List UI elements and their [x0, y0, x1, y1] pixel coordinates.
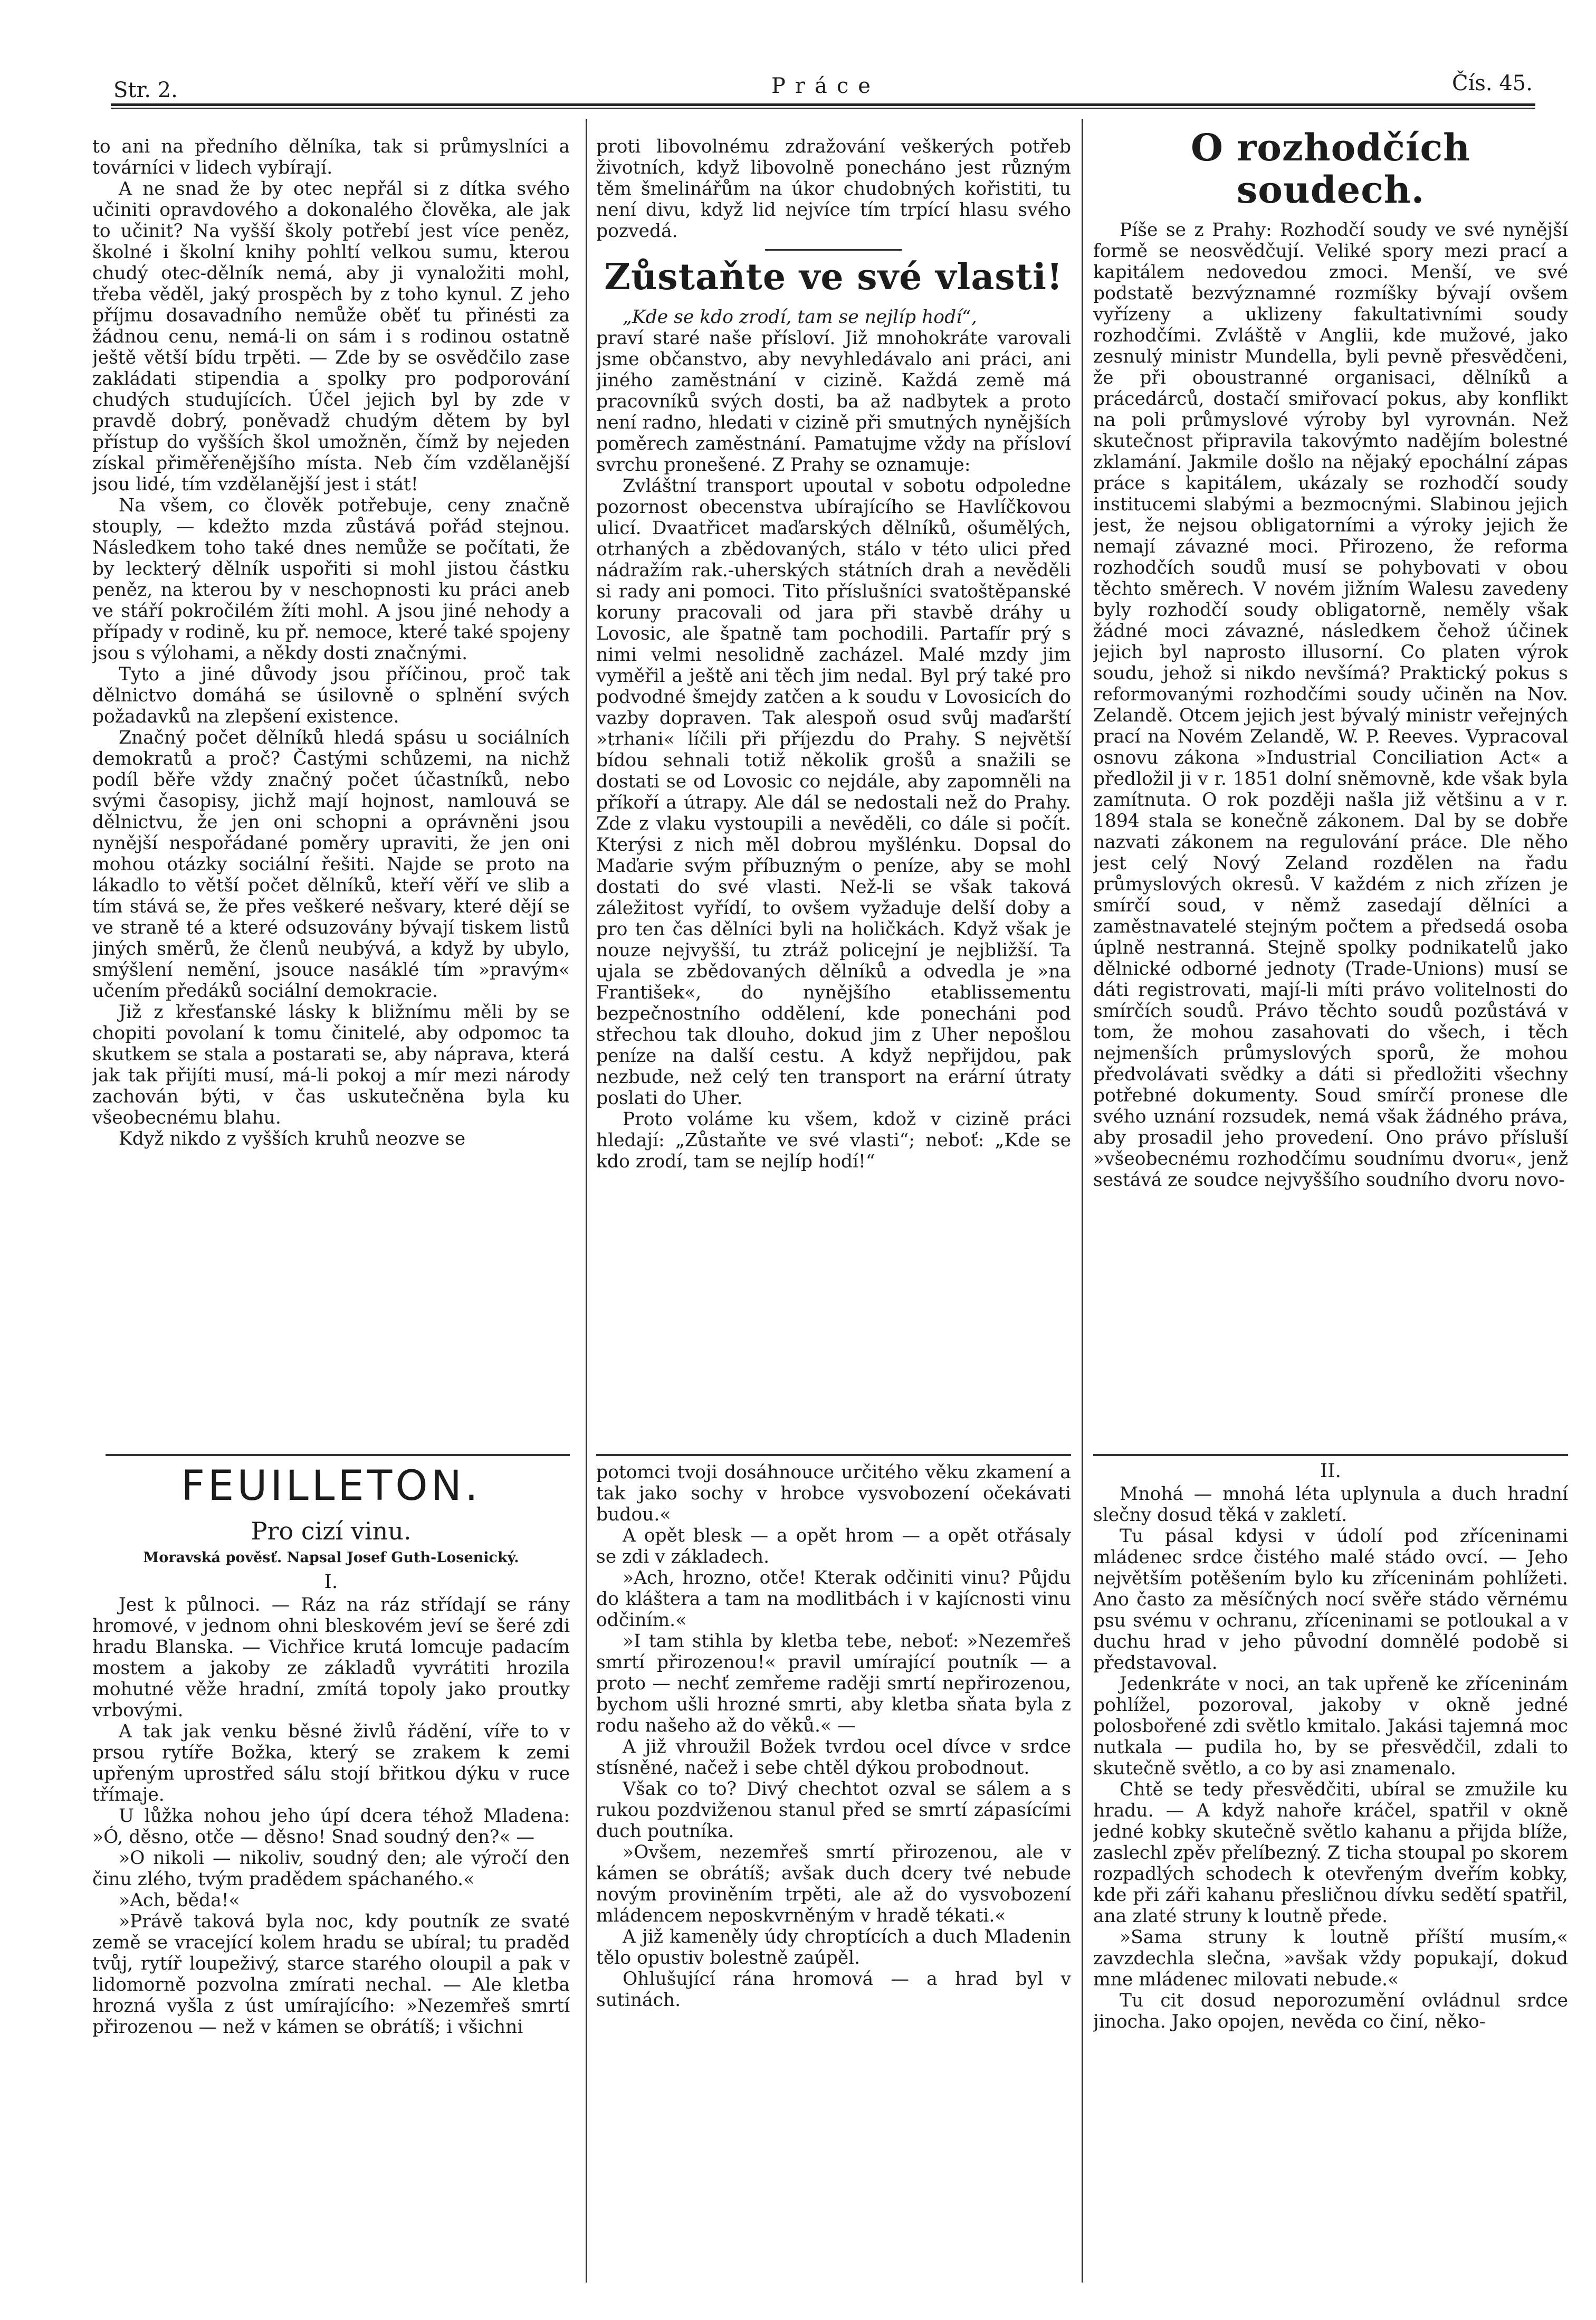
article-separator	[765, 249, 902, 251]
feuilleton-rule-3	[1093, 1454, 1568, 1456]
story-paragraph: A tak jak venku běsné živlů řádění, víře to v prsou rytíře Božka, který se zrakem k zemi upřeným uprostřed sálu stojí břitkou dýku v ruce třímaje.	[92, 1721, 570, 1805]
story-paragraph: A již kameněly údy chroptících a duch Mladenin tělo opustiv bolestně zaúpěl.	[596, 1926, 1071, 1969]
story-paragraph: »Právě taková byla noc, kdy poutník ze svaté země se vracející kolem hradu se ubíral; tu praděd tvůj, rytíř loupeživý, starce starého oloupil a pak v lidomorně pozvolna zmírati nechal. — Ale kletba hrozná vyšla z úst umírajícího: »Nezemřeš smrtí přirozenou — než v kámen se obrátíš; i všichni	[92, 1911, 570, 2038]
article-headline: O rozhodčích soudech.	[1191, 127, 1470, 212]
story-paragraph: A již vhroužil Božek tvrdou ocel dívce v srdce stísněné, načež i sebe chtěl dýkou probodnout.	[596, 1736, 1071, 1779]
story-paragraph: Tu pásal kdysi v údolí pod zříceninami mládenec srdce čistého malé stádo ovcí. — Jeho největším potěšením bylo ku zříceninám pohlížeti. Ano často za měsíčných nocí svěře stádo věrnému psu svému v ochranu, zříceninami se potloukal a v duchu hrad v jeho původní domnělé podobě si představoval.	[1093, 1526, 1568, 1674]
article-column-2	[596, 136, 1071, 1450]
story-paragraph: potomci tvoji dosáhnouce určitého věku zkamení a tak jako sochy v hrobce vysvobození očekávati budou.«	[596, 1462, 1071, 1525]
story-paragraph: »Ach, hrozno, otče! Kterak odčiniti vinu? Půjdu do kláštera a tam na modlitbách i v kajícnosti vinu odčiním.«	[596, 1567, 1071, 1631]
story-title: Pro cizí vinu.	[251, 1517, 412, 1545]
article-paragraph: Značný počet dělníků hledá spásu u sociálních demokratů a proč? Častými schůzemi, na nichž podíl běře vždy značný počet účastníků, nebo svými časopisy, jichž mají hojnost, namlouvá se dělnictvu, že jen oni schopni a oprávněni jsou nynější nespořádané poměry upraviti, že jen oni mohou otázky sociální řešiti. Najde se proto na lákadlo to větší počet dělníků, kteří věří ve slib a tím stává se, že přes veškeré nešvary, které dějí se ve straně té a které odsuzovány bývají tiskem listů jiných směrů, že členů neubývá, a když by ubylo, smýšlení nemění, jsouce nasáklé tím »pravým« učením předáků sociální demokracie.	[92, 727, 570, 1002]
story-paragraph: U lůžka nohou jeho úpí dcera téhož Mladena: »Ó, děsno, otče — děsno! Snad soudný den?« —	[92, 1805, 570, 1848]
article-column-3	[1093, 127, 1568, 1451]
story-paragraph: Chtě se tedy přesvědčiti, ubíral se zmužile ku hradu. — A když nahoře kráčel, spatřil v okně jedné kobky skutečně světlo kahanu a přijda blíže, zaslechl zpěv přelíbezný. Z ticha stoupal po skorem rozpadlých schodech k otevřeným dveřím kobky, kde při záři kahanu přesličnou dívku sedětí spatřil, ana zlaté struny k loutně přede.	[1093, 1779, 1568, 1927]
article-paragraph: Již z křesťanské lásky k bližnímu měli by se chopiti povolaní k tomu činitelé, aby odpomoc ta skutkem se stala a postarati se, aby náprava, která jak tak přijíti musí, má-li pokoj a mír mezi národy zachován býti, v čas uskutečněna byla ku všeobecnému blahu.	[92, 1002, 570, 1128]
story-paragraph: Ohlušující rána hromová — a hrad byl v sutinách.	[596, 1969, 1071, 2011]
story-paragraph: Jest k půlnoci. — Ráz na ráz střídají se rány hromové, v jednom ohni bleskovém jeví se šeré zdi hradu Blanska. — Vichřice krutá lomcuje padacím mostem a jakoby ze základů vyvrátiti hrozila mohutné věže hradní, zmítá topoly jako proutky vrbovými.	[92, 1594, 570, 1721]
feuilleton-column-2	[596, 1462, 1071, 2256]
story-paragraph: Však co to? Divý chechtot ozval se sálem a s rukou pozdviženou stanul před se smrtí zápasícími duch poutníka.	[596, 1779, 1071, 1842]
article-paragraph: A ne snad že by otec nepřál si z dítka svého učiniti opravdového a dokonalého člověka, ale jak to učinit? Na vyšší školy potřebí jest více peněz, školné i školní knihy pohltí velkou sumu, kterou chudý otec-dělník nemá, aby ji vynaložiti mohl, třeba věděl, jaký prospěch by z toho kynul. Z jeho příjmu dosavadního nemůže oběť tu přinésti za žádnou cenu, nemá-li on sám i s rodinou ostatně ještě větší bídu trpěti. — Zde by se osvědčilo zase zakládati stipendia a spolky pro podporování chudých studujících. Účel jejich byl by zde v pravdě dobrý, poněvadž chudým dětem by byl přístup do vyšších škol umožněn, čímž by nejeden získal přiměřenějšího místa. Neb čím vzdělanější jsou lidé, tím vzdělanější jest i stát!	[92, 178, 570, 495]
story-paragraph: »I tam stihla by kletba tebe, neboť: »Nezemřeš smrtí přirozenou!« pravil umírající poutník — a proto — nechť zemřeme raději smrtí nepřirozenou, bychom ušli hrozné smrti, aby kletba sňata byla z rodu našeho až do věků.« —	[596, 1631, 1071, 1736]
newspaper-title: Práce	[771, 74, 880, 98]
feuilleton-label: FEUILLETON.	[181, 1462, 481, 1510]
lead-quote: „Kde se kdo zrodí, tam se nejlíp hodí“,	[623, 307, 977, 328]
issue-number: Čís. 45.	[1452, 71, 1533, 96]
article-headline: Zůstaňte ve své vlasti!	[604, 256, 1063, 298]
story-subtitle: Moravská pověsť. Napsal Josef Guth-Losenický.	[143, 1549, 519, 1566]
story-paragraph: A opět blesk — a opět hrom — a opět otřásaly se zdi v základech.	[596, 1525, 1071, 1567]
story-paragraph: »Ovšem, nezemřeš smrtí přirozenou, ale v kámen se obrátíš; avšak duch dcery tvé nebude novým proviněním trpěti, ale až do vysvobození mládencem neposkvrněným v hradě tékati.«	[596, 1842, 1071, 1926]
article-paragraph: to ani na předního dělníka, tak si průmyslníci a továrníci v lidech vybírají.	[92, 136, 570, 178]
feuilleton-rule-2	[596, 1454, 1071, 1456]
header-rule-thin	[111, 108, 1535, 109]
article-paragraph: proti libovolnému zdražování veškerých potřeb životních, když libovolně ponecháno jest různým těm šmelinářům na úkor chudobných kořistiti, tu není divu, když lid nejvíce tím trpící hlasu svého pozvedá.	[596, 136, 1071, 242]
story-paragraph: »O nikoli — nikoliv, soudný den; ale výročí den činu zlého, tvým pradědem spáchaného.«	[92, 1848, 570, 1890]
article-paragraph: Na všem, co člověk potřebuje, ceny značně stouply, — kdežto mzda zůstává pořád stejnou. Následkem toho také dnes nemůže se počítati, že by leckterý dělník uspořiti si mohl jistou částku peněz, na kterou by v neschopnosti ku práci aneb ve stáří pokročilém žíti mohl. A jsou jiné nehody a případy v rodině, ku př. nemoce, které také spojeny jsou s výlohami, a někdy dosti značnými.	[92, 495, 570, 664]
article-paragraph: Píše se z Prahy: Rozhodčí soudy ve své nynější formě se neosvědčují. Veliké spory mezi prací a kapitálem nedovedou zmoci. Menší, ve své podstatě bezvýznamné rozmíšky bývají ovšem vyřízeny a uklizeny fakultativními soudy rozhodčími. Zvláště v Anglii, kde mužové, jako zesnulý ministr Mundella, byli pevně přesvědčeni, že při oboustranné organisaci, dělníků a prácedárců, dostačí smiřovací pokus, aby konflikt na poli průmyslové výroby byl vyrovnán. Než skutečnost připravila takovýmto nadějím bolestné zklamání. Jakmile došlo na nějaký epochální zápas práce s kapitálem, ukázaly se rozhodčí soudy institucemi slabými a bezmocnými. Slabinou jejich jest, že nejsou obligatorními a výroky jejich že nemají závazné moci. Přirozeno, že reforma rozhodčích soudů musí se pohybovati v obou těchto směrech. V novém jižním Walesu zavedeny byly rozhodčí soudy obligatorně, neměly však žádné moci závazné, následkem čehož účinek jejich byl naprosto illusorní. Co platen výrok soudu, jehož si nikdo nevšímá? Praktický pokus s reformovanými rozhodčími soudy učiněn na Nov. Zelandě. Otcem jejich jest bývalý ministr veřejných prací na Novém Zelandě, W. P. Reeves. Vypracoval osnovu zákona »Industrial Conciliation Act« a předložil ji v r. 1851 dolní sněmovně, kde však byla zamítnuta. O rok později našla již většinu a v r. 1894 stala se konečně zákonem. Dal by se dobře nazvati zákonem na regulování práce. Dle něho jest celý Nový Zeland rozdělen na řadu průmyslových okresů. V každém z nich zřízen je smírčí soud, v němž zasedají dělníci a zaměstnavatelé stejným počtem a předsedá osoba úplně nestranná. Stejně spolky podnikatelů jako dělnické odborné jednoty (Trade-Unions) musí se dáti registrovati, mají-li míti právo volitelnosti do smírčích soudů. Právo těchto soudů pozůstává v tom, že mohou zasahovati do všech, i těch nejmenších průmyslových sporů, že mohou předvolávati svědky a dáti si předložiti všechny potřebné dokumenty. Soud smírčí pronese dle svého uznání rozsudek, nemá však žádného práva, aby prosadil jeho provedení. Ono právo přísluší »všeobecnému rozhodčímu soudnímu dvoru«, jenž sestává ze soudce nejvyššího soudního dvoru novo-	[1093, 220, 1568, 1191]
article-paragraph: Tyto a jiné důvody jsou příčinou, proč tak dělnictvo domáhá se úsilovně o splnění svých požadavků na zlepšení existence.	[92, 664, 570, 727]
article-paragraph: praví staré naše přísloví. Již mnohokráte varovali jsme občanstvo, aby nevyhledávalo ani práci, ani jiného zaměstnání v cizině. Každá země má pracovníků svých dosti, ba až nadbytek a proto není radno, hledati v cizině při smutných nynějších poměrech zaměstnání. Pamatujme vždy na přísloví svrchu pronešené. Z Prahy se oznamuje:	[596, 328, 1071, 476]
header-rule	[111, 103, 1535, 106]
article-paragraph: Když nikdo z vyšších kruhů neozve se	[119, 1128, 466, 1149]
feuilleton-column-3	[1093, 1459, 1568, 2256]
page-number: Str. 2.	[113, 78, 178, 102]
chapter-number: II.	[1320, 1460, 1341, 1482]
story-paragraph: Jedenkráte v noci, an tak upřeně ke zříceninám pohlížel, pozoroval, jakoby v okně jedné polosbořené zdi světlo kmitalo. Jakási tajemná moc nutkala — pudila ho, by se přesvědčil, zdali to skutečně světlo, a co by asi znamenalo.	[1093, 1674, 1568, 1779]
column-rule-1	[586, 119, 587, 2283]
article-column-1	[92, 136, 570, 1450]
feuilleton-rule-1	[106, 1454, 570, 1456]
chapter-number: I.	[324, 1571, 338, 1593]
story-paragraph: Tu cit dosud neporozumění ovládnul srdce jinocha. Jako opojen, nevěda co činí, něko-	[1093, 1990, 1568, 2032]
story-paragraph: »Ach, běda!«	[119, 1890, 240, 1911]
story-paragraph: Mnohá — mnohá léta uplynula a duch hradní slečny dosud těká v zakletí.	[1093, 1484, 1568, 1526]
story-paragraph: »Sama struny k loutně příští musím,« zavzdechla slečna, »avšak vždy popukají, dokud mne mládenec milovati nebude.«	[1093, 1927, 1568, 1990]
column-rule-2	[1082, 119, 1083, 2283]
feuilleton-column-1	[92, 1459, 570, 2256]
page-header	[0, 0, 1596, 111]
article-paragraph: Proto voláme ku všem, kdož v cizině práci hledají: „Zůstaňte ve své vlasti“; neboť: „Kde se kdo zrodí, tam se nejlíp hodí!“	[596, 1109, 1071, 1172]
article-paragraph: Zvláštní transport upoutal v sobotu odpoledne pozornost obecenstva ubírajícího se Havlíčkovou ulicí. Dvaatřicet maďarských dělníků, ošumělých, otrhaných a zbědovaných, stálo v této ulici před nádražím rak.-uherských státních drah a nevěděli si rady ani pomoci. Tito příslušníci svatoštěpanské koruny pracovali od jara při stavbě dráhy u Lovosic, ale špatně tam pochodili. Partafír prý s nimi velmi nesolidně zacházel. Malé mzdy jim vyměřil a ještě ani těch jim nedal. Byl prý také pro podvodné šmejdy zatčen a k soudu v Lovosicích do vazby dopraven. Tak alespoň osud svůj maďarští »trhani« líčili při příjezdu do Prahy. S největší bídou sehnali totiž několik grošů a snažili se dostati se od Lovosic co nejdále, aby zapomněli na příkoří a útrapy. Ale dál se nedostali než do Prahy. Zde z vlaku vystoupili a nevěděli, co dále si počít. Kterýsi z nich měl dobrou myšlénku. Dopsal do Maďarie svým příbuzným o peníze, aby se mohl dostati do své vlasti. Než-li se však taková záležitost vyřídí, to ovšem vyžaduje delší doby a pro ten čas dělníci byli na holičkách. Když však je nouze nejvyšší, tu ztráž policejní je nejbližší. Ta ujala se zbědovaných dělníků a odvedla je »na František«, do nynějšího etablissementu bezpečnostního oddělení, kde ponecháni pod střechou tak dlouho, dokud jim z Uher nepošlou peníze na další cestu. A když nepřijdou, pak nezbude, než celý ten transport na erární útraty poslati do Uher.	[596, 476, 1071, 1109]
